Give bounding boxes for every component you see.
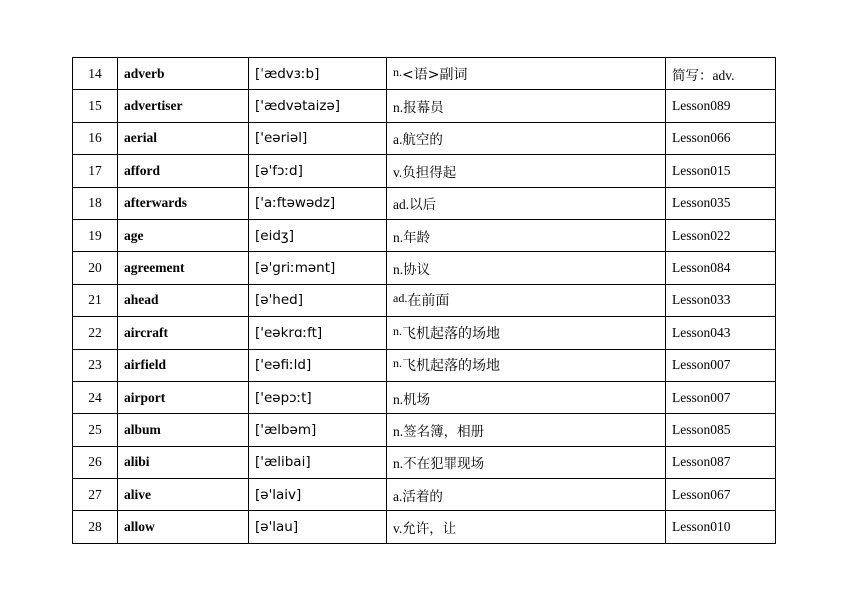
definition-cell <box>387 317 666 349</box>
vocabulary-table <box>72 57 776 544</box>
word: alibi <box>118 446 249 478</box>
lesson: Lesson066 <box>666 122 776 154</box>
meaning: 允许，让 <box>402 521 457 537</box>
phonetic: [ə'griːmənt] <box>249 252 387 284</box>
word: airfield <box>118 349 249 381</box>
phonetic: [ə'laiv] <box>249 479 387 511</box>
table-row <box>73 381 776 413</box>
part-of-speech: n. <box>393 100 404 116</box>
row-number: 24 <box>73 381 118 413</box>
table-row <box>73 349 776 381</box>
table-row <box>73 446 776 478</box>
definition-cell <box>387 155 666 187</box>
lesson: Lesson022 <box>666 219 776 251</box>
table-row <box>73 58 776 90</box>
row-number: 21 <box>73 284 118 316</box>
row-number: 18 <box>73 187 118 219</box>
part-of-speech: v. <box>393 164 403 180</box>
table-row <box>73 90 776 122</box>
row-number: 23 <box>73 349 118 381</box>
meaning: 签名簿，相册 <box>403 423 485 439</box>
definition-cell <box>387 349 666 381</box>
lesson: Lesson085 <box>666 414 776 446</box>
lesson: 简写：adv. <box>666 58 776 90</box>
word: ahead <box>118 284 249 316</box>
meaning: 机场 <box>403 391 431 407</box>
lesson: Lesson033 <box>666 284 776 316</box>
definition-cell <box>387 414 666 446</box>
row-number: 19 <box>73 219 118 251</box>
table-row <box>73 317 776 349</box>
definition-cell <box>387 284 666 316</box>
table-row <box>73 252 776 284</box>
meaning: 飞机起落的场地 <box>402 358 500 375</box>
table-row <box>73 511 776 543</box>
word: age <box>118 219 249 251</box>
definition-cell <box>387 58 666 90</box>
part-of-speech: ad. <box>393 291 408 306</box>
lesson: Lesson035 <box>666 187 776 219</box>
meaning: 年龄 <box>403 229 431 245</box>
lesson: Lesson015 <box>666 155 776 187</box>
table-row <box>73 122 776 154</box>
phonetic: ['eəfiːld] <box>249 349 387 381</box>
table-row <box>73 187 776 219</box>
part-of-speech: n. <box>393 356 402 371</box>
lesson: Lesson087 <box>666 446 776 478</box>
definition-cell <box>387 511 666 543</box>
word: airport <box>118 381 249 413</box>
word: afterwards <box>118 187 249 219</box>
row-number: 26 <box>73 446 118 478</box>
meaning: 不在犯罪现场 <box>403 456 485 472</box>
word: aerial <box>118 122 249 154</box>
part-of-speech: n. <box>393 262 404 278</box>
meaning: 航空的 <box>402 132 443 148</box>
phonetic: ['ælibai] <box>249 446 387 478</box>
table-row <box>73 284 776 316</box>
row-number: 25 <box>73 414 118 446</box>
table-row <box>73 155 776 187</box>
row-number: 17 <box>73 155 118 187</box>
lesson: Lesson010 <box>666 511 776 543</box>
definition-cell <box>387 446 666 478</box>
definition-cell <box>387 219 666 251</box>
lesson: Lesson007 <box>666 381 776 413</box>
word: adverb <box>118 58 249 90</box>
meaning: 飞机起落的场地 <box>402 325 500 342</box>
word: afford <box>118 155 249 187</box>
word: album <box>118 414 249 446</box>
word: agreement <box>118 252 249 284</box>
definition-cell <box>387 90 666 122</box>
part-of-speech: v. <box>393 521 403 537</box>
word: advertiser <box>118 90 249 122</box>
word: aircraft <box>118 317 249 349</box>
table-row <box>73 219 776 251</box>
part-of-speech: n. <box>393 391 404 407</box>
phonetic: ['eəkrɑːft] <box>249 317 387 349</box>
lesson: Lesson007 <box>666 349 776 381</box>
meaning: 报幕员 <box>403 100 444 116</box>
part-of-speech: n. <box>393 229 404 245</box>
definition-cell <box>387 122 666 154</box>
table-row <box>73 414 776 446</box>
row-number: 20 <box>73 252 118 284</box>
phonetic: [eidʒ] <box>249 219 387 251</box>
phonetic: ['aːftəwədz] <box>249 187 387 219</box>
row-number: 28 <box>73 511 118 543</box>
word: allow <box>118 511 249 543</box>
part-of-speech: a. <box>393 132 403 148</box>
phonetic: ['ælbəm] <box>249 414 387 446</box>
meaning: <语>副词 <box>402 66 468 83</box>
row-number: 14 <box>73 58 118 90</box>
definition-cell <box>387 381 666 413</box>
definition-cell <box>387 479 666 511</box>
definition-cell <box>387 187 666 219</box>
phonetic: [ˈædvɜːb] <box>249 58 387 90</box>
row-number: 16 <box>73 122 118 154</box>
row-number: 27 <box>73 479 118 511</box>
part-of-speech: n. <box>393 423 404 439</box>
part-of-speech: n. <box>393 323 402 338</box>
part-of-speech: a. <box>393 488 403 504</box>
table-row <box>73 479 776 511</box>
meaning: 以后 <box>409 197 437 213</box>
lesson: Lesson084 <box>666 252 776 284</box>
part-of-speech: ad. <box>393 197 410 213</box>
row-number: 15 <box>73 90 118 122</box>
meaning: 负担得起 <box>402 164 457 180</box>
lesson: Lesson089 <box>666 90 776 122</box>
lesson: Lesson067 <box>666 479 776 511</box>
lesson: Lesson043 <box>666 317 776 349</box>
part-of-speech: n. <box>393 456 404 472</box>
phonetic: [ə'lau] <box>249 511 387 543</box>
part-of-speech: n. <box>393 64 402 79</box>
meaning: 活着的 <box>402 488 443 504</box>
phonetic: [ə'hed] <box>249 284 387 316</box>
phonetic: ['eəriəl] <box>249 122 387 154</box>
word: alive <box>118 479 249 511</box>
definition-cell <box>387 252 666 284</box>
phonetic: [ə'fɔːd] <box>249 155 387 187</box>
meaning: 协议 <box>403 262 431 278</box>
phonetic: ['ædvətaizə] <box>249 90 387 122</box>
phonetic: ['eəpɔːt] <box>249 381 387 413</box>
row-number: 22 <box>73 317 118 349</box>
meaning: 在前面 <box>407 293 450 310</box>
